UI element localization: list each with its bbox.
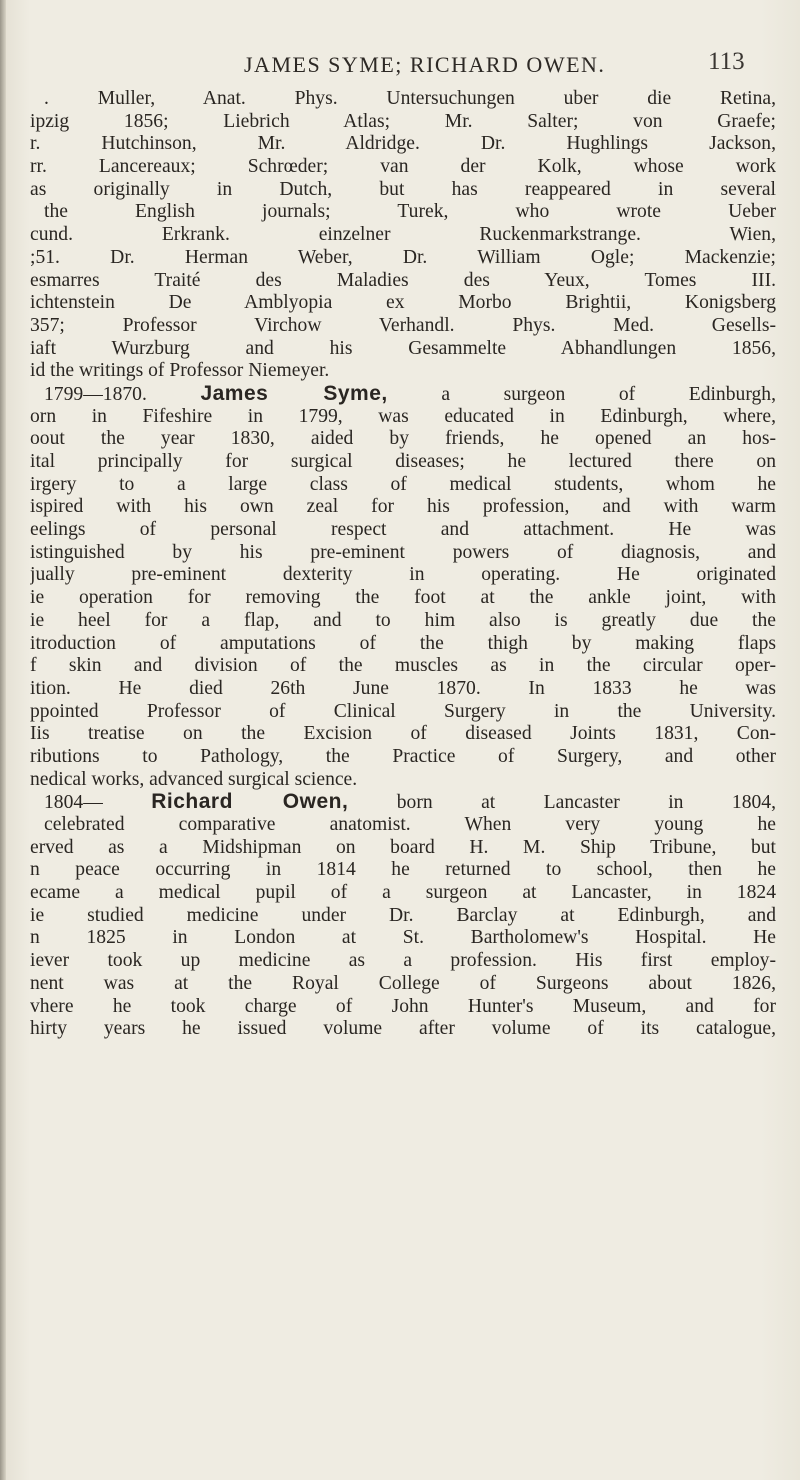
text-line (30, 587, 776, 610)
text-line (30, 247, 776, 270)
line-text: Iis treatise on the Excision of diseased Joints 1831, Con- (30, 723, 776, 745)
text-line (30, 655, 776, 678)
line-text: oout the year 1830, aided by friends, he opened an hos- (30, 428, 776, 450)
line-text: esmarres Traité des Maladies des Yeux, Tomes III. (30, 269, 776, 291)
line-text: f skin and division of the muscles as in the circular oper- (30, 655, 776, 677)
line-text: celebrated comparative anatomist. When very young he (44, 814, 776, 835)
line-text: ecame a medical pupil of a surgeon at Lancaster, in 1824 (30, 882, 776, 904)
text-line (30, 338, 776, 361)
text-line (30, 451, 776, 474)
line-text: istinguished by his pre-eminent powers of diagnosis, and (30, 541, 776, 563)
text-line (30, 156, 776, 179)
text-line (30, 769, 776, 792)
line-text: . Muller, Anat. Phys. Untersuchungen uber die Retina, (44, 88, 776, 109)
line-text: a surgeon of Edinburgh, (441, 383, 776, 405)
line-text: rr. Lancereaux; Schrœder; van der Kolk, whose work (30, 156, 776, 178)
text-line (30, 610, 776, 633)
text-line (30, 406, 776, 429)
text-line (30, 814, 776, 837)
text-line (30, 996, 776, 1019)
text-line (30, 678, 776, 701)
line-text: jually pre-eminent dexterity in operating. He originated (30, 564, 776, 586)
text-line (30, 746, 776, 769)
running-title: JAMES SYME; RICHARD OWEN. (244, 52, 606, 77)
text-line (30, 111, 776, 134)
entry-dates: 1804— (44, 792, 103, 814)
text-line (30, 428, 776, 451)
entry-name: James Syme, (200, 382, 388, 405)
text-line (30, 837, 776, 860)
text-line (30, 701, 776, 724)
page-number: 113 (708, 48, 745, 75)
line-text: ;51. Dr. Herman Weber, Dr. William Ogle; Mackenzie; (30, 246, 776, 268)
text-line (30, 859, 776, 882)
text-line (30, 564, 776, 587)
running-head (0, 48, 800, 88)
line-text: nedical works, advanced surgical science. (30, 768, 358, 790)
line-text: ital principally for surgical diseases; he lectured there on (30, 451, 776, 472)
line-text: the English journals; Turek, who wrote Ueber (44, 201, 776, 223)
text-line (30, 882, 776, 905)
line-text: ie operation for removing the foot at the ankle joint, with (30, 587, 776, 609)
text-line (30, 496, 776, 519)
line-text: nent was at the Royal College of Surgeons about 1826, (30, 972, 776, 994)
line-text: ition. He died 26th June 1870. In 1833 he was (30, 677, 776, 699)
line-text: vhere he took charge of John Hunter's Museum, and for (30, 995, 776, 1017)
text-line (30, 791, 776, 814)
line-text: n 1825 in London at St. Bartholomew's Hospital. He (30, 927, 776, 949)
text-line (30, 88, 776, 111)
text-line (30, 474, 776, 497)
text-line (30, 633, 776, 656)
binding-edge (0, 0, 6, 1480)
body-text (30, 88, 776, 1041)
text-line (30, 383, 776, 406)
text-line (30, 950, 776, 973)
line-text: ipzig 1856; Liebrich Atlas; Mr. Salter; von Graefe; (30, 110, 776, 132)
text-line (30, 224, 776, 247)
text-line (30, 133, 776, 156)
line-text: n peace occurring in 1814 he returned to school, then he (30, 859, 776, 881)
text-line (30, 905, 776, 928)
line-text: born at Lancaster in 1804, (396, 792, 776, 814)
line-text: ichtenstein De Amblyopia ex Morbo Brightii, Konigsberg (30, 292, 776, 314)
entry-name: Richard Owen, (151, 791, 349, 814)
text-line (30, 179, 776, 202)
text-line (30, 292, 776, 315)
line-text: ie heel for a flap, and to him also is greatly due the (30, 609, 776, 631)
text-line (30, 519, 776, 542)
text-line (30, 360, 776, 383)
line-text: iaft Wurzburg and his Gesammelte Abhandlungen 1856, (30, 337, 776, 359)
line-text: cund. Erkrank. einzelner Ruckenmarkstrange. Wien, (30, 224, 776, 246)
line-text: hirty years he issued volume after volume of its catalogue, (30, 1018, 776, 1040)
line-text: iever took up medicine as a profession. His first employ- (30, 950, 776, 972)
line-text: itroduction of amputations of the thigh by making flaps (30, 632, 776, 654)
line-text: ie studied medicine under Dr. Barclay at Edinburgh, and (30, 904, 776, 926)
line-text: erved as a Midshipman on board H. M. Ship Tribune, but (30, 836, 776, 858)
text-line (30, 270, 776, 293)
text-line (30, 973, 776, 996)
line-text: id the writings of Professor Niemeyer. (30, 360, 330, 382)
text-line (30, 723, 776, 746)
line-text: orn in Fifeshire in 1799, was educated in Edinburgh, where, (30, 405, 776, 427)
text-line (30, 1018, 776, 1041)
text-line (30, 927, 776, 950)
line-text: 357; Professor Virchow Verhandl. Phys. Med. Gesells- (30, 314, 776, 336)
line-text: ppointed Professor of Clinical Surgery in the University. (30, 700, 776, 722)
text-line (30, 542, 776, 565)
text-line (30, 201, 776, 224)
line-text: eelings of personal respect and attachment. He was (30, 519, 776, 541)
line-text: irgery to a large class of medical students, whom he (30, 473, 776, 495)
line-text: as originally in Dutch, but has reappeared in several (30, 178, 776, 200)
line-text: ispired with his own zeal for his profession, and with warm (30, 496, 776, 518)
line-text: r. Hutchinson, Mr. Aldridge. Dr. Hughlings Jackson, (30, 133, 776, 155)
line-text: ributions to Pathology, the Practice of Surgery, and other (30, 745, 776, 767)
entry-dates: 1799—1870. (44, 383, 147, 405)
text-line (30, 315, 776, 338)
